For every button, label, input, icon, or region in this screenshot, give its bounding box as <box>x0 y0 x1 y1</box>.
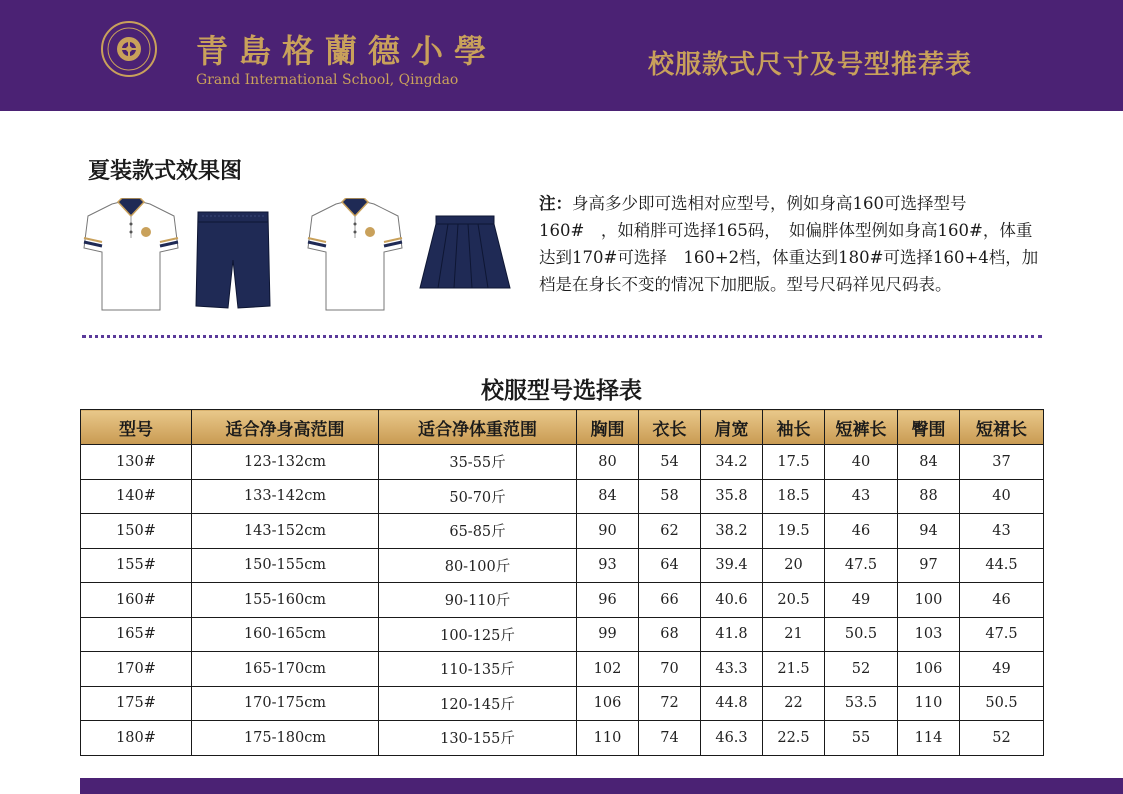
table-cell: 20.5 <box>763 583 825 618</box>
table-cell: 68 <box>639 617 701 652</box>
table-cell: 175# <box>81 686 192 721</box>
table-cell: 58 <box>639 479 701 514</box>
table-row <box>81 686 1044 721</box>
school-name-en: Grand International School, Qingdao <box>196 72 459 88</box>
col-header: 适合净身高范围 <box>192 410 379 445</box>
table-cell: 88 <box>898 479 960 514</box>
table-cell: 38.2 <box>701 514 763 549</box>
table-cell: 180# <box>81 721 192 756</box>
school-name-cn: 青島格蘭德小學 <box>196 32 498 70</box>
table-cell: 39.4 <box>701 548 763 583</box>
table-cell: 90 <box>577 514 639 549</box>
table-cell: 52 <box>825 652 898 687</box>
table-cell: 52 <box>960 721 1044 756</box>
table-cell: 18.5 <box>763 479 825 514</box>
table-cell: 44.5 <box>960 548 1044 583</box>
col-header: 肩宽 <box>701 410 763 445</box>
table-cell: 46.3 <box>701 721 763 756</box>
table-cell: 165# <box>81 617 192 652</box>
table-cell: 40 <box>825 445 898 480</box>
table-cell: 123-132cm <box>192 445 379 480</box>
table-cell: 175-180cm <box>192 721 379 756</box>
table-cell: 80-100斤 <box>379 548 577 583</box>
table-cell: 35-55斤 <box>379 445 577 480</box>
table-row <box>81 583 1044 618</box>
document-title: 校服款式尺寸及号型推荐表 <box>648 50 973 80</box>
table-cell: 93 <box>577 548 639 583</box>
table-cell: 19.5 <box>763 514 825 549</box>
school-logo-icon <box>100 20 158 78</box>
table-row <box>81 445 1044 480</box>
table-cell: 155# <box>81 548 192 583</box>
table-cell: 94 <box>898 514 960 549</box>
table-cell: 70 <box>639 652 701 687</box>
col-header: 短裙长 <box>960 410 1044 445</box>
col-header: 型号 <box>81 410 192 445</box>
table-cell: 106 <box>577 686 639 721</box>
navy-pleated-skirt-icon <box>418 214 512 294</box>
header-band <box>0 0 1123 111</box>
table-cell: 110-135斤 <box>379 652 577 687</box>
table-cell: 143-152cm <box>192 514 379 549</box>
table-cell: 20 <box>763 548 825 583</box>
table-cell: 133-142cm <box>192 479 379 514</box>
note-text: 身高多少即可选相对应型号，例如身高160可选择型号160# ，如稍胖可选择165码， 如偏胖体型例如身高160#，体重达到170#可选择 160+2档，体重达到180#可选择160+4档，加档是在身长不变的情况下加肥版。型号尺码祥见尺码表。 <box>539 194 1039 294</box>
table-cell: 110 <box>577 721 639 756</box>
table-cell: 64 <box>639 548 701 583</box>
table-cell: 22 <box>763 686 825 721</box>
table-cell: 21 <box>763 617 825 652</box>
size-table <box>80 409 1044 756</box>
table-row <box>81 514 1044 549</box>
table-cell: 99 <box>577 617 639 652</box>
table-cell: 62 <box>639 514 701 549</box>
table-cell: 84 <box>898 445 960 480</box>
table-cell: 17.5 <box>763 445 825 480</box>
table-cell: 97 <box>898 548 960 583</box>
table-cell: 50-70斤 <box>379 479 577 514</box>
table-cell: 114 <box>898 721 960 756</box>
table-cell: 66 <box>639 583 701 618</box>
table-cell: 155-160cm <box>192 583 379 618</box>
dotted-divider <box>82 335 1042 338</box>
table-cell: 65-85斤 <box>379 514 577 549</box>
table-cell: 160# <box>81 583 192 618</box>
table-cell: 102 <box>577 652 639 687</box>
navy-shorts-icon <box>194 210 272 310</box>
table-cell: 34.2 <box>701 445 763 480</box>
table-cell: 46 <box>825 514 898 549</box>
table-cell: 72 <box>639 686 701 721</box>
table-cell: 74 <box>639 721 701 756</box>
table-cell: 160-165cm <box>192 617 379 652</box>
table-cell: 170-175cm <box>192 686 379 721</box>
table-row <box>81 548 1044 583</box>
table-cell: 43.3 <box>701 652 763 687</box>
col-header: 胸围 <box>577 410 639 445</box>
size-table-title: 校服型号选择表 <box>481 378 642 404</box>
table-cell: 46 <box>960 583 1044 618</box>
table-cell: 40 <box>960 479 1044 514</box>
table-cell: 170# <box>81 652 192 687</box>
col-header: 短裤长 <box>825 410 898 445</box>
table-cell: 84 <box>577 479 639 514</box>
col-header: 袖长 <box>763 410 825 445</box>
table-cell: 22.5 <box>763 721 825 756</box>
table-cell: 21.5 <box>763 652 825 687</box>
table-cell: 150# <box>81 514 192 549</box>
table-cell: 130-155斤 <box>379 721 577 756</box>
table-row <box>81 479 1044 514</box>
table-cell: 35.8 <box>701 479 763 514</box>
table-cell: 100-125斤 <box>379 617 577 652</box>
table-cell: 110 <box>898 686 960 721</box>
table-cell: 49 <box>960 652 1044 687</box>
table-cell: 96 <box>577 583 639 618</box>
summer-section-title: 夏装款式效果图 <box>88 159 243 184</box>
table-cell: 53.5 <box>825 686 898 721</box>
table-cell: 40.6 <box>701 583 763 618</box>
table-cell: 165-170cm <box>192 652 379 687</box>
table-cell: 130# <box>81 445 192 480</box>
table-cell: 41.8 <box>701 617 763 652</box>
table-cell: 140# <box>81 479 192 514</box>
col-header: 衣长 <box>639 410 701 445</box>
table-header-row <box>81 410 1044 445</box>
table-cell: 150-155cm <box>192 548 379 583</box>
sizing-note <box>539 190 1044 298</box>
table-cell: 49 <box>825 583 898 618</box>
table-cell: 55 <box>825 721 898 756</box>
table-row <box>81 652 1044 687</box>
table-cell: 37 <box>960 445 1044 480</box>
table-row <box>81 721 1044 756</box>
table-cell: 44.8 <box>701 686 763 721</box>
footer-band <box>80 778 1123 794</box>
table-cell: 54 <box>639 445 701 480</box>
table-cell: 47.5 <box>960 617 1044 652</box>
col-header: 臀围 <box>898 410 960 445</box>
polo-shirt-icon <box>306 198 404 316</box>
table-cell: 90-110斤 <box>379 583 577 618</box>
table-cell: 50.5 <box>960 686 1044 721</box>
table-cell: 43 <box>960 514 1044 549</box>
table-cell: 43 <box>825 479 898 514</box>
table-cell: 47.5 <box>825 548 898 583</box>
note-label: 注： <box>539 194 572 213</box>
col-header: 适合净体重范围 <box>379 410 577 445</box>
table-cell: 103 <box>898 617 960 652</box>
table-row <box>81 617 1044 652</box>
table-cell: 100 <box>898 583 960 618</box>
polo-shirt-icon <box>82 198 180 316</box>
table-cell: 50.5 <box>825 617 898 652</box>
table-cell: 120-145斤 <box>379 686 577 721</box>
table-cell: 80 <box>577 445 639 480</box>
table-cell: 106 <box>898 652 960 687</box>
